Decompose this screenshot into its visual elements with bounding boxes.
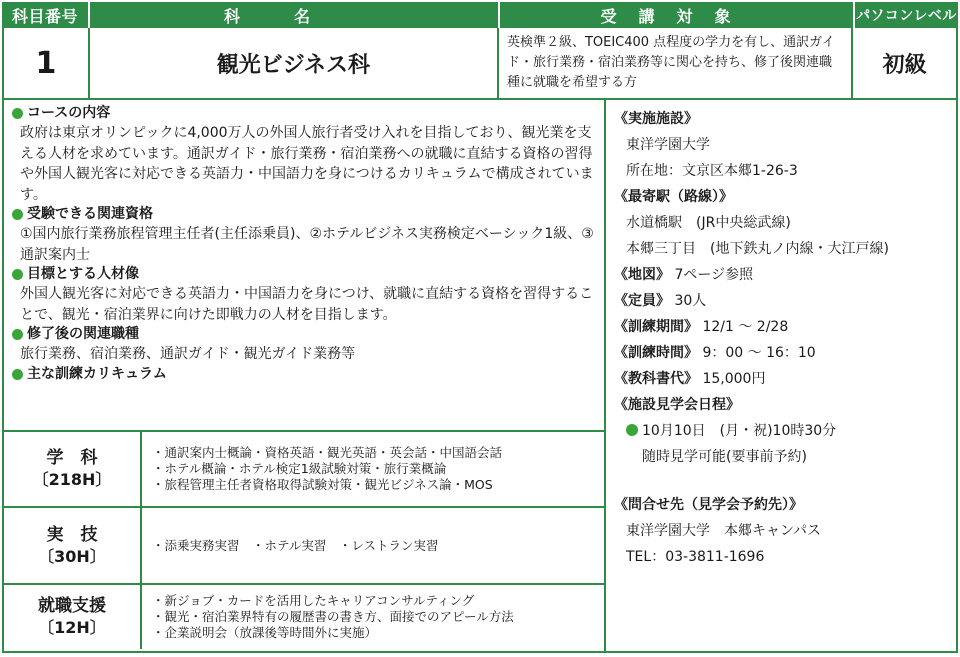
curriculum-row xyxy=(4,508,604,585)
header-bar xyxy=(2,2,958,28)
period-value: 12/1 ～ 2/28 xyxy=(702,319,789,335)
tour-date: 10月10日 (月・祝)10時30分 xyxy=(642,423,837,439)
course-sheet xyxy=(2,2,958,653)
section-body: 外国人観光客に対応できる英語力・中国語力を身につけ、就職に直結する資格を習得することで、観光・宿泊業界に向けた即戦力の人材を目指します。 xyxy=(20,286,594,323)
curriculum-line: ・ホテル概論・ホテル検定1級試験対策・旅行業概論 xyxy=(152,461,447,476)
contact-label: 《問合せ先（見学会予約先）》 xyxy=(614,497,803,513)
course-name: 観光ビジネス科 xyxy=(90,28,499,98)
right-column xyxy=(606,100,958,651)
section-curriculum xyxy=(4,365,604,384)
curriculum-label: 実 技 xyxy=(46,524,98,545)
section-content xyxy=(4,104,604,205)
header-course-name: 科名 xyxy=(90,2,500,28)
tour-label: 《施設見学会日程》 xyxy=(614,397,740,413)
section-title: 修了後の関連職種 xyxy=(27,326,139,342)
target-description: 英検準２級、TOEIC400 点程度の学力を有し、通訳ガイド・旅行業務・宿泊業務等に関心を持ち、修了後関連職種に就職を希望する方 xyxy=(499,28,853,98)
header-course-number: 科目番号 xyxy=(2,2,90,28)
bullet-dot-icon xyxy=(626,424,638,436)
section-jobs xyxy=(4,325,604,365)
section-body: 政府は東京オリンピックに4,000万人の外国人旅行者受け入れを目指しており、観光業を支える人材を求めています。通訳ガイド・旅行業務・宿泊業務への就職に直結する資格の習得や外国人観光客に対応できる英語力・中国語力を身につけるカリキュラムで構成されています。 xyxy=(20,125,594,203)
textbook-label: 《教科書代》 xyxy=(614,371,698,387)
curriculum-label: 就職支援 xyxy=(38,596,106,616)
map-label: 《地図》 xyxy=(614,267,670,283)
section-target-person xyxy=(4,265,604,325)
curriculum-label: 学 科 xyxy=(46,448,98,468)
capacity-label: 《定員》 xyxy=(614,293,670,309)
section-title: 目標とする人材像 xyxy=(27,266,139,282)
section-body: 旅行業務、宿泊業務、通訳ガイド・観光ガイド業務等 xyxy=(20,346,356,362)
header-target: 受講対象 xyxy=(500,2,855,28)
section-title: 受験できる関連資格 xyxy=(27,206,153,222)
station-1: 水道橋駅 (JR中央総武線) xyxy=(626,215,791,231)
curriculum-line: ・添乗実務実習 ・ホテル実習 ・レストラン実習 xyxy=(152,537,439,553)
time-value: 9：00 ～ 16：10 xyxy=(702,345,816,361)
curriculum-hours: 〔12H〕 xyxy=(38,618,106,637)
section-body: ①国内旅行業務旅程管理主任者(主任添乗員)、②ホテルビジネス実務検定ベーシック1級、③通訳案内士 xyxy=(20,226,594,263)
section-title: コースの内容 xyxy=(27,105,111,121)
textbook-value: 15,000円 xyxy=(702,371,766,387)
curriculum-hours: 〔30H〕 xyxy=(38,546,106,566)
header-pc-level: パソコンレベル xyxy=(855,2,958,28)
time-label: 《訓練時間》 xyxy=(614,345,698,361)
station-label: 《最寄駅（路線）》 xyxy=(614,189,733,205)
tour-note: 随時見学可能(要事前予約) xyxy=(642,449,807,465)
facility-label: 《実施施設》 xyxy=(614,111,698,127)
section-qualifications xyxy=(4,205,604,265)
curriculum-line: ・通訳案内士概論・資格英語・観光英語・英会話・中国語会話 xyxy=(152,445,503,460)
facility-name: 東洋学園大学 xyxy=(626,137,710,153)
curriculum-table xyxy=(4,430,604,649)
curriculum-line: ・観光・宿泊業界特有の履歴書の書き方、面接でのアピール方法 xyxy=(152,609,514,624)
curriculum-hours: 〔218H〕 xyxy=(32,470,112,489)
curriculum-line: ・旅程管理主任者資格取得試験対策・観光ビジネス論・MOS xyxy=(152,477,493,492)
bullet-dot-icon xyxy=(12,108,23,119)
title-row xyxy=(2,28,958,100)
course-number: 1 xyxy=(4,28,90,98)
curriculum-row xyxy=(4,432,604,508)
contact-name: 東洋学園大学 本郷キャンパス xyxy=(626,523,822,539)
pc-level: 初級 xyxy=(882,52,927,78)
left-column xyxy=(4,100,606,651)
capacity-value: 30人 xyxy=(674,293,707,309)
body-frame xyxy=(2,100,958,653)
section-title: 主な訓練カリキュラム xyxy=(27,365,167,382)
map-value: 7ページ参照 xyxy=(674,267,754,283)
period-label: 《訓練期間》 xyxy=(614,319,698,335)
bullet-dot-icon xyxy=(12,369,23,380)
facility-address: 所在地：文京区本郷1-26-3 xyxy=(626,163,798,179)
bullet-dot-icon xyxy=(12,269,23,280)
curriculum-line: ・企業説明会（放課後等時間外に実施） xyxy=(152,625,378,640)
bullet-dot-icon xyxy=(12,209,23,220)
bullet-dot-icon xyxy=(12,329,23,340)
curriculum-line: ・新ジョブ・カードを活用したキャリアコンサルティング xyxy=(152,593,475,608)
curriculum-row xyxy=(4,585,604,649)
contact-tel: TEL：03-3811-1696 xyxy=(626,549,765,565)
station-2: 本郷三丁目 (地下鉄丸ノ内線・大江戸線) xyxy=(626,241,889,257)
